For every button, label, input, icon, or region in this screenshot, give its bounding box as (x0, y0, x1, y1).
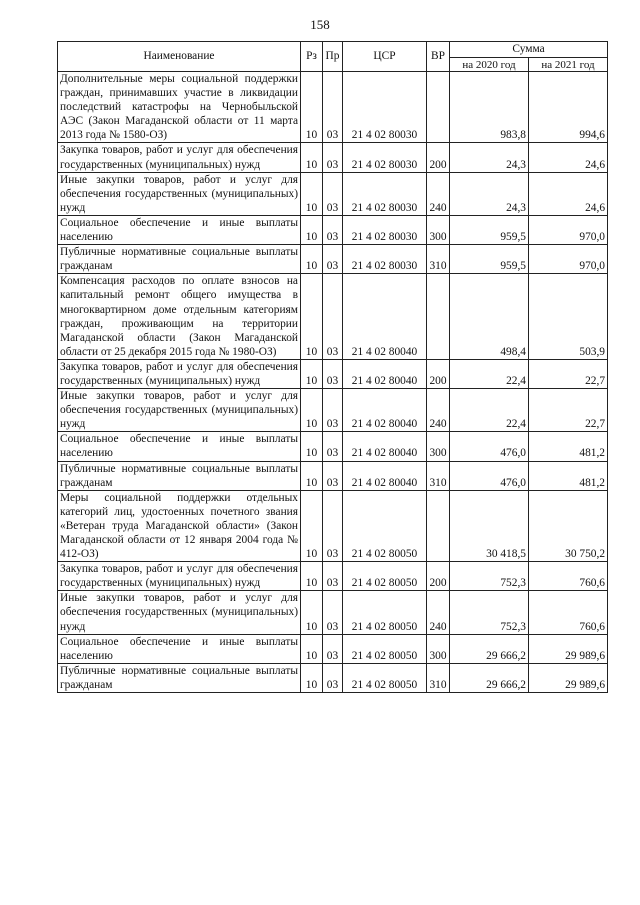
row-pr: 03 (323, 274, 343, 360)
row-csr: 21 4 02 80040 (343, 274, 427, 360)
row-sum-2020: 752,3 (450, 591, 529, 634)
table-row (58, 461, 608, 490)
row-vr (427, 274, 450, 360)
row-sum-2020: 498,4 (450, 274, 529, 360)
row-pr: 03 (323, 245, 343, 274)
budget-table (57, 41, 608, 693)
row-rz: 10 (301, 634, 323, 663)
row-name: Публичные нормативные социальные выплаты гражданам (58, 663, 301, 692)
row-sum-2021: 481,2 (529, 432, 608, 461)
row-name: Закупка товаров, работ и услуг для обеспечения государственных (муниципальных) нужд (58, 562, 301, 591)
header-vr: ВР (427, 42, 450, 72)
row-rz: 10 (301, 172, 323, 215)
row-rz: 10 (301, 245, 323, 274)
row-rz: 10 (301, 274, 323, 360)
header-name: Наименование (58, 42, 301, 72)
row-name: Публичные нормативные социальные выплаты гражданам (58, 461, 301, 490)
row-pr: 03 (323, 562, 343, 591)
table-row (58, 591, 608, 634)
row-pr: 03 (323, 215, 343, 244)
row-sum-2020: 30 418,5 (450, 490, 529, 561)
table-row (58, 274, 608, 360)
row-pr: 03 (323, 172, 343, 215)
row-sum-2021: 760,6 (529, 562, 608, 591)
row-name: Иные закупки товаров, работ и услуг для обеспечения государственных (муниципальных) нужд (58, 172, 301, 215)
row-sum-2021: 29 989,6 (529, 634, 608, 663)
row-sum-2021: 970,0 (529, 245, 608, 274)
table-row (58, 663, 608, 692)
row-rz: 10 (301, 143, 323, 172)
row-rz: 10 (301, 663, 323, 692)
row-sum-2021: 22,7 (529, 359, 608, 388)
row-sum-2020: 476,0 (450, 432, 529, 461)
row-rz: 10 (301, 215, 323, 244)
table-row (58, 245, 608, 274)
row-rz: 10 (301, 562, 323, 591)
row-vr: 310 (427, 663, 450, 692)
row-pr: 03 (323, 359, 343, 388)
row-csr: 21 4 02 80050 (343, 663, 427, 692)
row-sum-2020: 24,3 (450, 143, 529, 172)
row-sum-2021: 30 750,2 (529, 490, 608, 561)
row-vr: 300 (427, 634, 450, 663)
row-pr: 03 (323, 663, 343, 692)
row-rz: 10 (301, 389, 323, 432)
row-name: Социальное обеспечение и иные выплаты населению (58, 432, 301, 461)
row-rz: 10 (301, 461, 323, 490)
row-pr: 03 (323, 432, 343, 461)
row-rz: 10 (301, 359, 323, 388)
row-vr: 310 (427, 461, 450, 490)
row-csr: 21 4 02 80030 (343, 143, 427, 172)
row-csr: 21 4 02 80030 (343, 172, 427, 215)
row-sum-2020: 24,3 (450, 172, 529, 215)
row-name: Закупка товаров, работ и услуг для обеспечения государственных (муниципальных) нужд (58, 143, 301, 172)
header-pr: Пр (323, 42, 343, 72)
row-name: Компенсация расходов по оплате взносов на капитальный ремонт общего имущества в многоквартирном доме отдельным категориям граждан, проживающим на территории Магаданской области (Закон Магаданской области от 25 декабря 2015 года № 1980-ОЗ) (58, 274, 301, 360)
header-year-2020: на 2020 год (450, 58, 529, 72)
row-name: Социальное обеспечение и иные выплаты населению (58, 215, 301, 244)
row-vr: 310 (427, 245, 450, 274)
row-csr: 21 4 02 80030 (343, 215, 427, 244)
row-sum-2020: 29 666,2 (450, 634, 529, 663)
row-sum-2020: 959,5 (450, 245, 529, 274)
header-csr: ЦСР (343, 42, 427, 72)
row-csr: 21 4 02 80030 (343, 245, 427, 274)
row-vr: 200 (427, 359, 450, 388)
table-row (58, 432, 608, 461)
row-vr (427, 72, 450, 143)
row-csr: 21 4 02 80030 (343, 72, 427, 143)
row-csr: 21 4 02 80040 (343, 432, 427, 461)
row-sum-2020: 22,4 (450, 389, 529, 432)
row-rz: 10 (301, 432, 323, 461)
row-sum-2020: 22,4 (450, 359, 529, 388)
row-pr: 03 (323, 490, 343, 561)
row-vr: 300 (427, 215, 450, 244)
row-sum-2021: 29 989,6 (529, 663, 608, 692)
table-row (58, 359, 608, 388)
header-sum: Сумма (450, 42, 608, 58)
row-vr: 240 (427, 591, 450, 634)
row-name: Иные закупки товаров, работ и услуг для обеспечения государственных (муниципальных) нужд (58, 591, 301, 634)
row-csr: 21 4 02 80050 (343, 562, 427, 591)
row-name: Дополнительные меры социальной поддержки граждан, принимавших участие в ликвидации последствий катастрофы на Чернобыльской АЭС (Закон Магаданской области от 11 марта 2013 года № 1580-ОЗ) (58, 72, 301, 143)
table-row (58, 172, 608, 215)
row-sum-2021: 503,9 (529, 274, 608, 360)
row-pr: 03 (323, 461, 343, 490)
row-vr: 200 (427, 562, 450, 591)
row-name: Публичные нормативные социальные выплаты гражданам (58, 245, 301, 274)
row-pr: 03 (323, 591, 343, 634)
table-body (58, 72, 608, 693)
row-name: Иные закупки товаров, работ и услуг для обеспечения государственных (муниципальных) нужд (58, 389, 301, 432)
row-sum-2021: 24,6 (529, 172, 608, 215)
header-year-2021: на 2021 год (529, 58, 608, 72)
table-row (58, 143, 608, 172)
row-sum-2020: 476,0 (450, 461, 529, 490)
row-pr: 03 (323, 634, 343, 663)
row-rz: 10 (301, 490, 323, 561)
row-pr: 03 (323, 72, 343, 143)
table-row (58, 562, 608, 591)
row-sum-2021: 24,6 (529, 143, 608, 172)
row-csr: 21 4 02 80040 (343, 461, 427, 490)
row-csr: 21 4 02 80040 (343, 389, 427, 432)
row-vr: 240 (427, 172, 450, 215)
row-sum-2021: 970,0 (529, 215, 608, 244)
row-rz: 10 (301, 591, 323, 634)
row-sum-2021: 994,6 (529, 72, 608, 143)
row-name: Меры социальной поддержки отдельных категорий лиц, удостоенных почетного звания «Ветеран труда Магаданской области» (Закон Магаданской области от 12 января 2004 года № 412-ОЗ) (58, 490, 301, 561)
row-name: Социальное обеспечение и иные выплаты населению (58, 634, 301, 663)
row-vr: 200 (427, 143, 450, 172)
row-vr: 240 (427, 389, 450, 432)
row-sum-2021: 481,2 (529, 461, 608, 490)
row-sum-2020: 959,5 (450, 215, 529, 244)
row-sum-2020: 752,3 (450, 562, 529, 591)
row-sum-2021: 22,7 (529, 389, 608, 432)
header-rz: Рз (301, 42, 323, 72)
row-csr: 21 4 02 80050 (343, 490, 427, 561)
row-pr: 03 (323, 143, 343, 172)
row-sum-2020: 29 666,2 (450, 663, 529, 692)
row-csr: 21 4 02 80050 (343, 634, 427, 663)
row-csr: 21 4 02 80040 (343, 359, 427, 388)
row-name: Закупка товаров, работ и услуг для обеспечения государственных (муниципальных) нужд (58, 359, 301, 388)
row-rz: 10 (301, 72, 323, 143)
row-sum-2021: 760,6 (529, 591, 608, 634)
row-vr (427, 490, 450, 561)
row-vr: 300 (427, 432, 450, 461)
table-row (58, 389, 608, 432)
table-row (58, 490, 608, 561)
row-csr: 21 4 02 80050 (343, 591, 427, 634)
table-row (58, 634, 608, 663)
table-row (58, 72, 608, 143)
row-pr: 03 (323, 389, 343, 432)
page-number: 158 (310, 17, 330, 32)
table-row (58, 215, 608, 244)
row-sum-2020: 983,8 (450, 72, 529, 143)
